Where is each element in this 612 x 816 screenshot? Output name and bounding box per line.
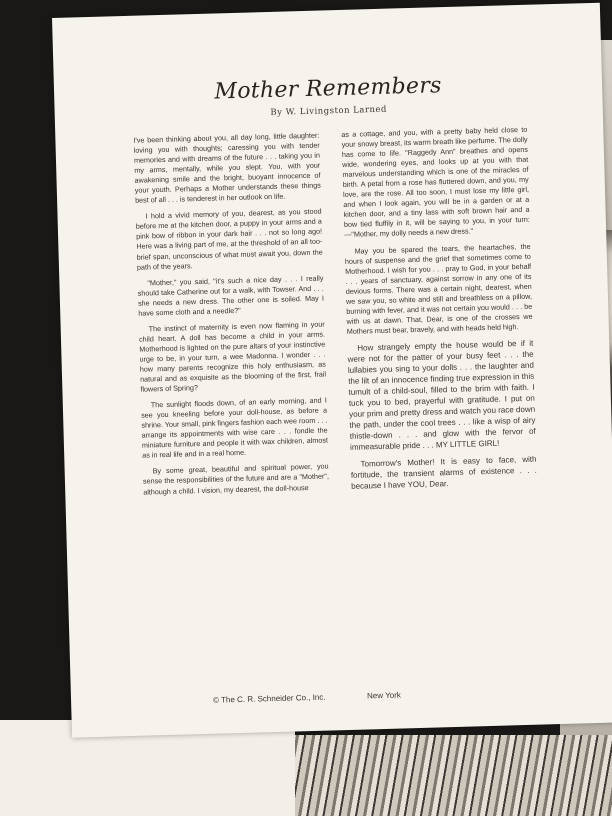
- page-title: Mother Remembers: [214, 73, 443, 105]
- paragraph: "Mother," you said, "it's such a nice day . . . I really should take Catherine out for a walk, with Towser. And . . . she needs a new dress. The other one is soiled. May I have some cloth and a needle?": [137, 273, 325, 318]
- paragraph: The instinct of maternity is even now flaming in your child heart. A doll has become a child in your arms. Motherhood is lighted on the pure altars of your instinctive urge to be, in your turn, a wee Madonna. I wonder . . . how many parents recognize this holy enthusiasm, as natural and as exquisite as the blooming of the first, frail flowers of Spring?: [138, 319, 327, 394]
- text-column-left: [133, 131, 329, 504]
- paragraph: Tomorrow's Mother! It is easy to face, with fortitude, the transient alarms of existence . . . because I have YOU, Dear.: [350, 454, 537, 491]
- paragraph: I've been thinking about you, all day long, little daughter: loving you with thoughts; caressing you with tender memories and with dreams of the future . . . taking you in my arms, mentally, while you slept. You, with your awakening smile and the bright, buoyant innocence of your youth. Perhaps a Mother understands these things best of all . . . is tenderest in her outlook on life.: [133, 130, 321, 206]
- bottom-photo-strip: [290, 735, 612, 816]
- poem-page: [52, 3, 612, 738]
- paragraph: The sunlight floods down, of an early morning, and I see you kneeling before your doll-house, as before a shrine. Your small, pink fingers fashion each wee room . . . arrange its appointments with wise care . . . fondle the miniature furniture and people it with wax children, almost as in real life and in a real home.: [141, 395, 329, 461]
- paragraph: I hold a vivid memory of you, dearest, as you stood before me at the kitchen door, a puppy in your arms and a pink bow of ribbon in your dark hair . . . not so long ago! Here was a living part of me, at the threshold of an all too-brief span, unconscious of what must await you, down the path of the years.: [135, 206, 323, 272]
- publisher-city: New York: [366, 690, 401, 701]
- text-column-right: [341, 125, 537, 498]
- paragraph: By some great, beautiful and spiritual power, you sense the responsibilities of the future and are a "Mother", although a child. I vision, my dearest, the doll-house: [142, 461, 330, 497]
- copyright-notice: © The C. R. Schneider Co., Inc.: [212, 692, 326, 705]
- author-byline: By W. Livingston Larned: [270, 104, 388, 118]
- paragraph: How strangely empty the house would be if it were not for the patter of your busy feet . . . the lullabies you sing to your dolls . . . the laughter and the lilt of an innocence finding true expression in this tumult of a child-soul, filled to the brim with faith. I tuck you to bed, prayerful with gratitude. I put on your prim and pretty dress and watch you race down the path, under the cool trees . . . like a wisp of airy thistle-down . . . and glow with the fervor of immeasurable pride . . . MY LITTLE GIRL!: [347, 338, 536, 452]
- paragraph: as a cottage, and you, with a pretty baby held close to your snowy breast, its warm breath like perfume. The dolly has come to life. "Raggedy Ann" breathes and opens wide, wondering eyes, and looks up at you with that marvelous understanding which is one of the miracles of birth. A petal from a rose has fluttered down, and you, my love, are the rose. All too soon, I must lose my little girl, and when I look again, you will be in a garden or at a kitchen door, and a tiny lass with soft brown hair and a bow tied fluffily in it, will be saying to you, in your turn:—"Mother, my dolly needs a new dress.": [341, 124, 530, 240]
- paragraph: May you be spared the tears, the heartaches, the hours of suspense and the grief that sometimes come to Motherhood. I wish for you . . . pray to God, in your behalf . . . years of sanctuary, against sorrow in any one of its devious forms. There was a certain night, dearest, when we saw you, so white and still and breathless on a pillow, burning with fever, and it was not certain you would . . . be with us at dawn. That, Dear, is one of the crosses we Mothers must bear, bravely, and with heads held high.: [344, 241, 533, 336]
